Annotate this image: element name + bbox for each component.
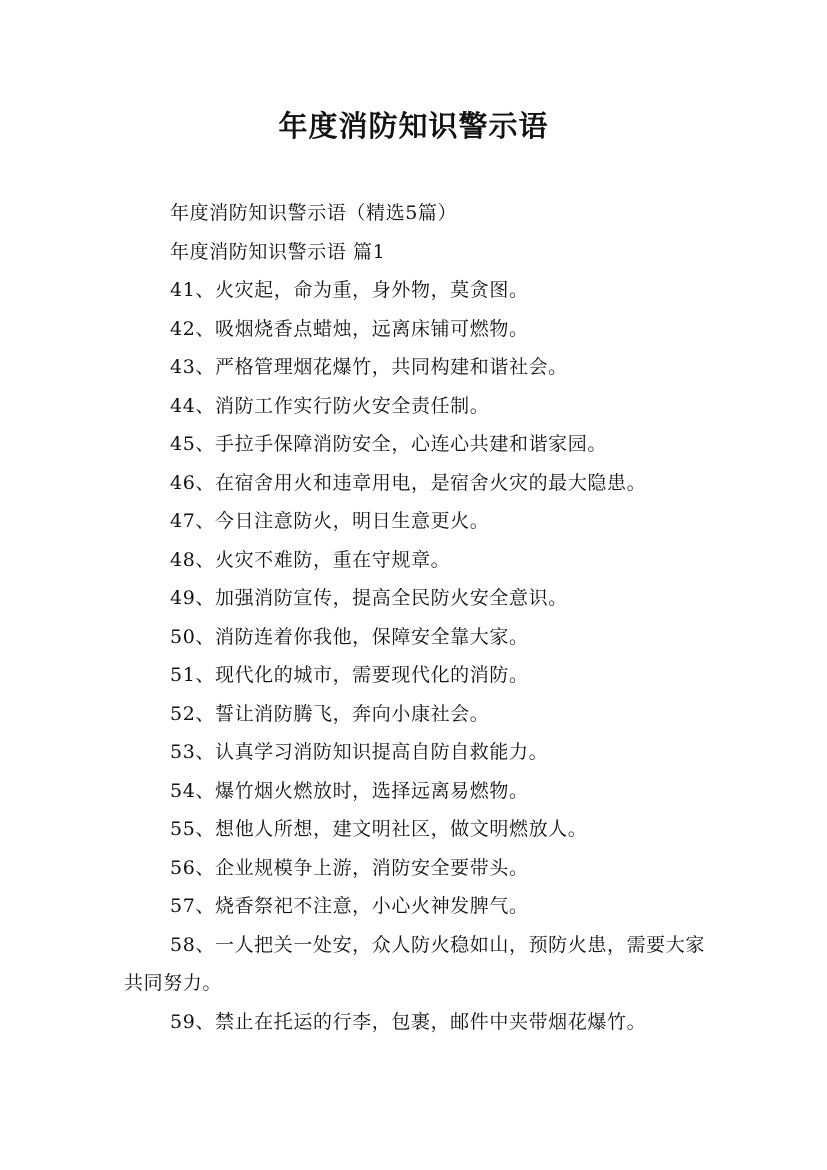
list-item: 59、禁止在托运的行李，包裹，邮件中夹带烟花爆竹。 [170,1010,647,1033]
list-item: 53、认真学习消防知识提高自防自救能力。 [170,741,549,763]
list-item: 57、烧香祭祀不注意，小心火神发脾气。 [170,895,529,917]
list-item: 46、在宿舍用火和违章用电，是宿舍火灾的最大隐患。 [170,471,647,494]
list-item: 42、吸烟烧香点蜡烛，远离床铺可燃物。 [170,317,529,340]
paragraph-subtitle: 年度消防知识警示语（精选5篇） [170,202,458,224]
list-item: 43、严格管理烟花爆竹，共同构建和谐社会。 [170,356,568,378]
list-item: 54、爆竹烟火燃放时，选择远离易燃物。 [170,779,529,802]
list-item: 49、加强消防宣传，提高全民防火安全意识。 [170,587,568,609]
list-item: 50、消防连着你我他，保障安全靠大家。 [170,625,529,648]
document-body [124,194,724,1041]
document-title: 年度消防知识警示语 [278,109,549,143]
list-item: 52、誓让消防腾飞，奔向小康社会。 [170,702,490,725]
list-item: 58、一人把关一处安，众人防火稳如山，预防火患，需要大家共同努力。 [124,933,705,994]
list-item: 51、现代化的城市，需要现代化的消防。 [170,664,529,686]
list-item: 44、消防工作实行防火安全责任制。 [170,394,490,417]
list-item: 47、今日注意防火，明日生意更火。 [170,510,490,532]
paragraph-section-heading: 年度消防知识警示语 篇1 [170,240,386,263]
list-item: 41、火灾起，命为重，身外物，莫贪图。 [170,279,529,301]
list-item: 48、火灾不难防，重在守规章。 [170,548,451,571]
list-item: 56、企业规模争上游，消防安全要带头。 [170,856,529,879]
list-item: 45、手拉手保障消防安全，心连心共建和谐家园。 [170,433,607,455]
list-item: 55、想他人所想，建文明社区，做文明燃放人。 [170,818,588,840]
